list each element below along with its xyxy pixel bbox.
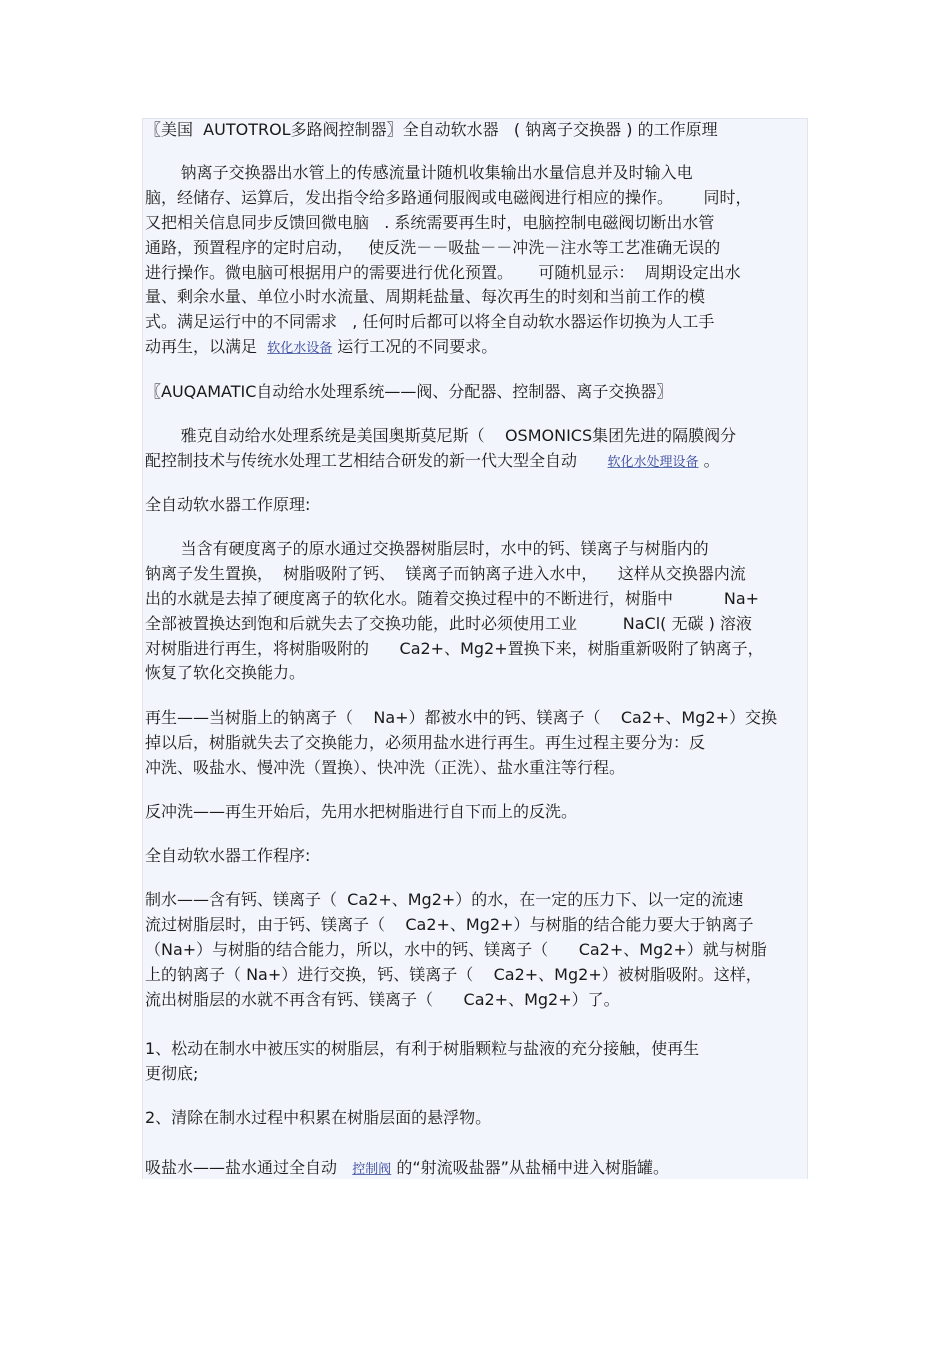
section-heading-auqamatic bbox=[145, 380, 815, 405]
text-line: 进行操作。微电脑可根据用户的需要进行优化预置。 可随机显示： 周期设定出水 bbox=[145, 262, 741, 282]
text-line: 量、剩余水量、单位小时水流量、周期耗盐量、每次再生的时刻和当前工作的模 bbox=[145, 287, 706, 307]
text-line: 脑，经储存、运算后，发出指令给多路通伺服阀或电磁阀进行相应的操作。 同时， bbox=[145, 187, 752, 207]
text-line: 流出树脂层的水就不再含有钙、镁离子（ Ca2+、Mg2+）了。 bbox=[145, 989, 620, 1009]
loosen-resin-item bbox=[145, 1037, 815, 1087]
text-line: 钠离子发生置换， 树脂吸附了钙、 镁离子而钠离子进入水中， 这样从交换器内流 bbox=[145, 563, 746, 583]
softened-water-equipment-link[interactable]: 软化水设备 bbox=[267, 341, 333, 357]
text-line: 再生——当树脂上的钠离子（ Na+）都被水中的钙、镁离子（ Ca2+、Mg2+）交换 bbox=[145, 708, 777, 727]
heading-line: 〖AUQAMATIC自动给水处理系统——阀、分配器、控制器、离子交换器〗 bbox=[145, 382, 673, 401]
text-line: 又把相关信息同步反馈回微电脑 . 系统需要再生时，电脑控制电磁阀切断出水管 bbox=[145, 212, 715, 232]
text-line: 掉以后，树脂就失去了交换能力，必须用盐水进行再生。再生过程主要分为：反 bbox=[145, 732, 706, 752]
text-line: 更彻底; bbox=[145, 1063, 199, 1083]
document-title bbox=[145, 118, 815, 143]
water-production-paragraph bbox=[145, 888, 815, 1012]
text-fragment: 配控制技术与传统水处理工艺相结合研发的新一代大型全自动 bbox=[145, 450, 608, 470]
text-line: 制水——含有钙、镁离子（ Ca2+、Mg2+）的水，在一定的压力下、以一定的流速 bbox=[145, 890, 744, 909]
text-fragment: 动再生，以满足 bbox=[145, 337, 268, 357]
text-line bbox=[145, 1156, 815, 1181]
brine-intake-paragraph bbox=[145, 1156, 815, 1181]
text-line: 反冲洗——再生开始后，先用水把树脂进行自下而上的反洗。 bbox=[145, 802, 578, 821]
auqamatic-paragraph bbox=[145, 424, 815, 474]
text-line: 雅克自动给水处理系统是美国奥斯莫尼斯（ OSMONICS集团先进的隔膜阀分 bbox=[145, 426, 737, 445]
text-line: （Na+）与树脂的结合能力，所以，水中的钙、镁离子（ Ca2+、Mg2+）就与树脂 bbox=[145, 939, 767, 959]
principle-paragraph bbox=[145, 537, 815, 686]
text-line: 上的钠离子（ Na+）进行交换，钙、镁离子（ Ca2+、Mg2+）被树脂吸附。这样， bbox=[145, 964, 762, 984]
remove-suspended-item bbox=[145, 1106, 815, 1131]
text-line: 出的水就是去掉了硬度离子的软化水。随着交换过程中的不断进行，树脂中 Na+ bbox=[145, 588, 760, 608]
text-line: 当含有硬度离子的原水通过交换器树脂层时，水中的钙、镁离子与树脂内的 bbox=[145, 539, 709, 558]
title-line: 〖美国 AUTOTROL多路阀控制器〗全自动软水器 ( 钠离子交换器 ) 的工作原理 bbox=[145, 120, 718, 139]
text-fragment: 运行工况的不同要求。 bbox=[332, 337, 498, 357]
backwash-paragraph bbox=[145, 800, 815, 825]
section-heading-principle bbox=[145, 493, 815, 518]
heading-line: 全自动软水器工作原理: bbox=[145, 495, 311, 514]
text-line bbox=[145, 335, 815, 360]
text-fragment: 。 bbox=[698, 450, 720, 470]
text-line: 冲洗、吸盐水、慢冲洗（置换）、快冲洗（正洗）、盐水重注等行程。 bbox=[145, 757, 626, 777]
text-line: 通路，预置程序的定时启动， 使反洗－－吸盐－－冲洗－注水等工艺准确无误的 bbox=[145, 237, 721, 257]
water-treatment-equipment-link[interactable]: 软化水处理设备 bbox=[607, 454, 699, 470]
regeneration-paragraph bbox=[145, 706, 815, 781]
text-line bbox=[145, 449, 815, 474]
intro-paragraph bbox=[145, 161, 815, 360]
text-line: 恢复了软化交换能力。 bbox=[145, 663, 306, 683]
heading-line: 全自动软水器工作程序: bbox=[145, 846, 311, 865]
control-valve-link[interactable]: 控制阀 bbox=[352, 1162, 392, 1177]
text-line: 流过树脂层时，由于钙、镁离子（ Ca2+、Mg2+）与树脂的结合能力要大于钠离子 bbox=[145, 914, 754, 934]
text-line: 1、松动在制水中被压实的树脂层，有利于树脂颗粒与盐液的充分接触，使再生 bbox=[145, 1039, 700, 1058]
text-fragment: 的“射流吸盐器”从盐桶中进入树脂罐。 bbox=[391, 1158, 669, 1177]
text-line: 钠离子交换器出水管上的传感流量计随机收集输出水量信息并及时输入电 bbox=[145, 163, 693, 182]
text-line: 对树脂进行再生，将树脂吸附的 Ca2+、Mg2+置换下来，树脂重新吸附了钠离子， bbox=[145, 638, 764, 658]
text-line: 全部被置换达到饱和后就失去了交换功能，此时必须使用工业 NaCl( 无碳 ) 溶液 bbox=[145, 613, 752, 633]
text-fragment: 吸盐水——盐水通过全自动 bbox=[145, 1158, 353, 1177]
text-line: 式。满足运行中的不同需求 , 任何时后都可以将全自动软水器运作切换为人工手 bbox=[145, 312, 715, 332]
text-line: 2、清除在制水过程中积累在树脂层面的悬浮物。 bbox=[145, 1108, 492, 1127]
section-heading-procedure bbox=[145, 844, 815, 869]
